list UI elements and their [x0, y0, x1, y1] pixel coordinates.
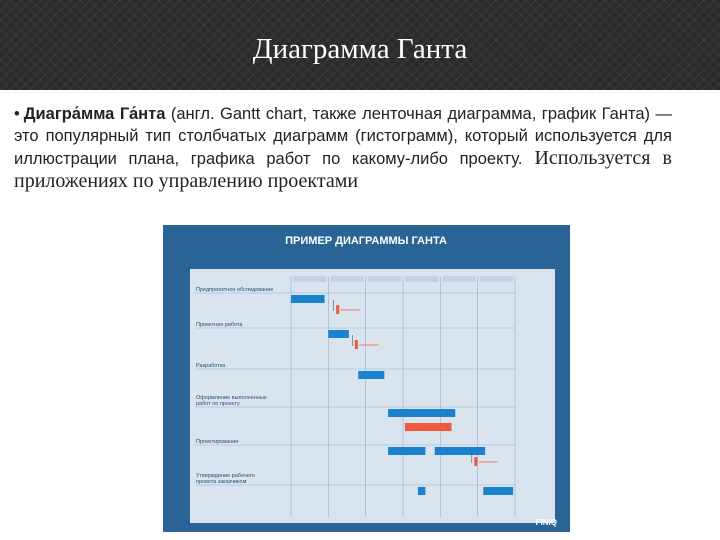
task-bar	[388, 409, 455, 417]
timeline-period	[480, 276, 513, 282]
critical-bar	[405, 423, 452, 431]
bullet-marker: •	[14, 105, 20, 123]
task-bar	[328, 330, 349, 338]
task-label: Утверждение рабочего проекта заказчиком	[196, 473, 255, 485]
task-bar	[418, 487, 425, 495]
task-label: Проектная работа	[196, 322, 243, 328]
definition-text: (англ. Gantt chart, также ленточная диаграмма, график Ганта) — это популярный тип столбчатых диаграмм (гистограмм), который используется для иллюстрации плана, графика работ по какому-либо проекту.	[14, 105, 673, 168]
milestone-marker	[355, 340, 358, 349]
task-label: Проектирование	[196, 439, 239, 445]
timeline-period	[330, 276, 363, 282]
task-bar	[483, 487, 513, 495]
timeline-period	[368, 276, 401, 282]
figure-heading: ПРИМЕР ДИАГРАММЫ ГАНТА	[285, 235, 447, 247]
timeline-period	[442, 276, 475, 282]
task-label: Разработка	[196, 363, 226, 369]
task-bar	[388, 447, 425, 455]
milestone-marker	[336, 305, 339, 314]
task-bar	[435, 447, 485, 455]
timeline-period	[405, 276, 438, 282]
usage-text: Используется в приложениях по управлению проектами	[14, 147, 672, 192]
milestone-marker	[474, 457, 477, 466]
defined-term: Диагра́мма Га́нта	[23, 105, 166, 123]
slide-body	[14, 103, 672, 193]
brand-logo: FINIQ	[535, 518, 557, 527]
task-label: Предпроектное обследование	[196, 287, 274, 293]
task-bar	[291, 295, 325, 303]
task-bar	[358, 371, 384, 379]
timeline-period	[293, 276, 326, 282]
task-label: Оформление выполненных работ по проекту	[196, 395, 267, 407]
slide-title: Диаграмма Ганта	[252, 33, 468, 65]
gantt-chart-figure	[163, 225, 570, 532]
